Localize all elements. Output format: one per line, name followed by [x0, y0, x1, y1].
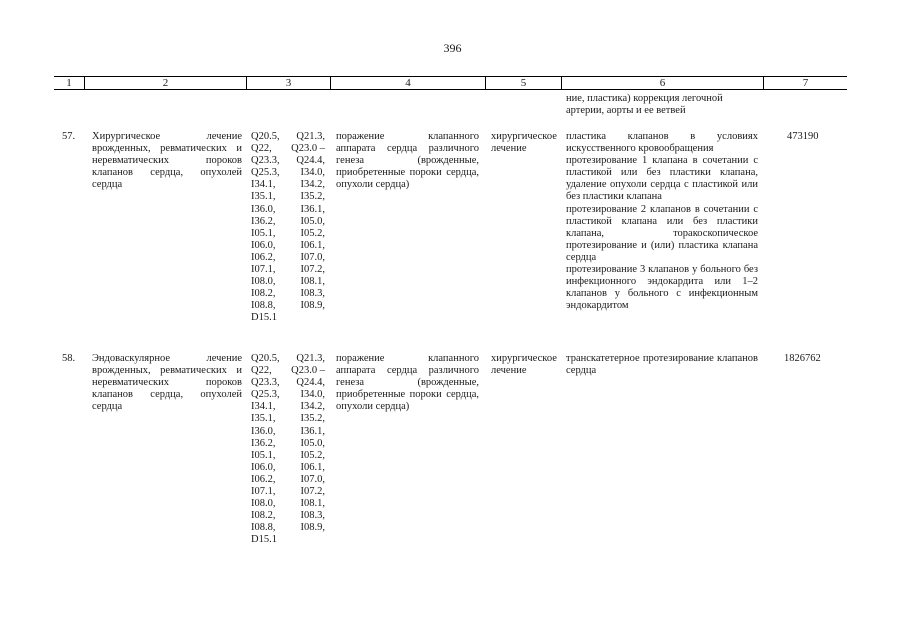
diagnosis-code: I36.0, — [251, 425, 276, 437]
diagnosis-code: I34.0, — [300, 389, 325, 401]
code-line — [251, 252, 325, 264]
diagnosis-code: Q23.3, — [251, 377, 280, 389]
code-line — [251, 534, 325, 546]
diagnosis-code: I36.1, — [300, 203, 325, 215]
code-line — [251, 228, 325, 240]
diagnosis-code: I05.2, — [300, 227, 325, 239]
treatment-method: протезирование 1 клапана в сочетании с пластикой или без пластики клапана, удаление опухоли сердца с пластикой или без пластики клапана — [566, 155, 758, 203]
row-57-condition: поражение клапанного аппарата сердца различного генеза (врожденные, приобретенные пороки сердца, опухоли сердца) — [336, 131, 479, 191]
diagnosis-code: I06.1, — [300, 239, 325, 251]
code-line — [251, 462, 325, 474]
code-line — [251, 300, 325, 312]
diagnosis-code: Q23.3, — [251, 155, 280, 167]
code-line — [251, 143, 325, 155]
row-58-cost: 1826762 — [784, 353, 821, 364]
diagnosis-code: I34.0, — [300, 167, 325, 179]
diagnosis-code: I07.1, — [251, 264, 276, 276]
code-line — [251, 312, 325, 324]
diagnosis-code: Q20.5, — [251, 131, 280, 142]
row-57-number: 57. — [62, 131, 76, 142]
diagnosis-code: I05.2, — [300, 449, 325, 461]
diagnosis-code: I07.0, — [300, 251, 325, 263]
code-line — [251, 155, 325, 167]
diagnosis-code: I06.0, — [251, 461, 276, 473]
code-line — [251, 179, 325, 191]
row-58-methods — [566, 353, 758, 377]
diagnosis-code: I07.2, — [300, 264, 325, 276]
diagnosis-code: I07.2, — [300, 486, 325, 498]
treatment-method: пластика клапанов в условиях искусственного кровообращения — [566, 131, 758, 155]
diagnosis-code: I08.1, — [300, 498, 325, 510]
code-line — [251, 276, 325, 288]
row-57-treatment: хирургическое лечение — [491, 131, 557, 155]
row-58-codes — [251, 353, 325, 547]
code-line — [251, 401, 325, 413]
row-57-codes — [251, 131, 325, 325]
diagnosis-code: Q22, — [251, 143, 272, 155]
diagnosis-code: Q25.3, — [251, 389, 280, 401]
diagnosis-code: I06.2, — [251, 473, 276, 485]
diagnosis-code: I08.0, — [251, 498, 276, 510]
diagnosis-code: I36.1, — [300, 425, 325, 437]
treatment-method: транскатетерное протезирование клапанов сердца — [566, 353, 758, 377]
code-line — [251, 413, 325, 425]
row-57-methods — [566, 131, 758, 312]
diagnosis-code: I34.2, — [300, 401, 325, 413]
code-line — [251, 486, 325, 498]
diagnosis-code: I36.0, — [251, 203, 276, 215]
diagnosis-code: I34.1, — [251, 401, 276, 413]
code-line — [251, 353, 325, 365]
code-line — [251, 264, 325, 276]
diagnosis-code: I35.2, — [300, 191, 325, 203]
row-58-condition: поражение клапанного аппарата сердца различного генеза (врожденные, приобретенные пороки сердца, опухоли сердца) — [336, 353, 479, 413]
diagnosis-code: I05.0, — [300, 437, 325, 449]
column-header-7: 7 — [802, 77, 809, 89]
code-line — [251, 216, 325, 228]
row-57-name: Хирургическое лечение врожденных, ревматических и неревматических пороков клапанов сердца, опухолей сердца — [92, 131, 242, 191]
column-header-2: 2 — [162, 77, 169, 89]
table-header-bottom-border — [54, 89, 847, 90]
code-line — [251, 131, 325, 143]
diagnosis-code: Q21.3, — [296, 353, 325, 364]
diagnosis-code: I08.8, — [251, 522, 276, 534]
column-header-4: 4 — [405, 77, 411, 89]
row-58-number: 58. — [62, 353, 76, 364]
diagnosis-code: I06.2, — [251, 251, 276, 263]
diagnosis-code: Q22, — [251, 365, 272, 377]
code-line — [251, 522, 325, 534]
diagnosis-code: D15.1 — [251, 312, 277, 324]
diagnosis-code: I08.3, — [300, 288, 325, 300]
diagnosis-code: Q21.3, — [296, 131, 325, 142]
code-line — [251, 167, 325, 179]
code-line — [251, 204, 325, 216]
page-number: 396 — [443, 41, 462, 55]
diagnosis-code: I35.1, — [251, 413, 276, 425]
column-header-6: 6 — [659, 77, 666, 89]
diagnosis-code: I06.0, — [251, 239, 276, 251]
treatment-method: протезирование 2 клапанов в сочетании с пластикой клапана или без пластики клапана, торакоскопическое протезирование и (или) пластика клапана сердца — [566, 203, 758, 263]
column-header-5: 5 — [520, 77, 527, 89]
diagnosis-code: Q25.3, — [251, 167, 280, 179]
diagnosis-code: I36.2, — [251, 437, 276, 449]
diagnosis-code: I07.0, — [300, 473, 325, 485]
diagnosis-code: I08.3, — [300, 510, 325, 522]
row-58-treatment: хирургическое лечение — [491, 353, 557, 377]
diagnosis-code: I08.9, — [300, 522, 325, 534]
code-line — [251, 426, 325, 438]
code-line — [251, 450, 325, 462]
diagnosis-code: D15.1 — [251, 534, 277, 546]
code-line — [251, 365, 325, 377]
diagnosis-code: I08.2, — [251, 510, 276, 522]
diagnosis-code: I05.1, — [251, 449, 276, 461]
column-header-1: 1 — [66, 77, 72, 89]
previous-row-continuation: ние, пластика) коррекция легочной артерии, аорты и ее ветвей — [566, 93, 723, 117]
code-line — [251, 474, 325, 486]
diagnosis-code: Q23.0 – — [291, 365, 325, 377]
row-58-name: Эндоваскулярное лечение врожденных, ревматических и неревматических пороков клапанов сердца, опухолей сердца — [92, 353, 242, 413]
diagnosis-code: Q24.4, — [296, 155, 325, 167]
code-line — [251, 288, 325, 300]
diagnosis-code: I34.2, — [300, 179, 325, 191]
diagnosis-code: I05.0, — [300, 215, 325, 227]
code-line — [251, 389, 325, 401]
diagnosis-code: I06.1, — [300, 461, 325, 473]
diagnosis-code: Q20.5, — [251, 353, 280, 364]
diagnosis-code: I08.0, — [251, 276, 276, 288]
code-line — [251, 191, 325, 203]
diagnosis-code: I36.2, — [251, 215, 276, 227]
treatment-method: протезирование 3 клапанов у больного без инфекционного эндокардита или 1–2 клапанов у больного с инфекционным эндокардитом — [566, 264, 758, 312]
code-line — [251, 377, 325, 389]
code-line — [251, 510, 325, 522]
diagnosis-code: I34.1, — [251, 179, 276, 191]
column-header-3: 3 — [285, 77, 292, 89]
code-line — [251, 498, 325, 510]
row-57-cost: 473190 — [787, 131, 819, 142]
diagnosis-code: I08.9, — [300, 300, 325, 312]
diagnosis-code: I08.1, — [300, 276, 325, 288]
diagnosis-code: I35.2, — [300, 413, 325, 425]
diagnosis-code: Q24.4, — [296, 377, 325, 389]
diagnosis-code: I35.1, — [251, 191, 276, 203]
diagnosis-code: I07.1, — [251, 486, 276, 498]
diagnosis-code: Q23.0 – — [291, 143, 325, 155]
diagnosis-code: I08.2, — [251, 288, 276, 300]
diagnosis-code: I05.1, — [251, 227, 276, 239]
diagnosis-code: I08.8, — [251, 300, 276, 312]
code-line — [251, 240, 325, 252]
code-line — [251, 438, 325, 450]
